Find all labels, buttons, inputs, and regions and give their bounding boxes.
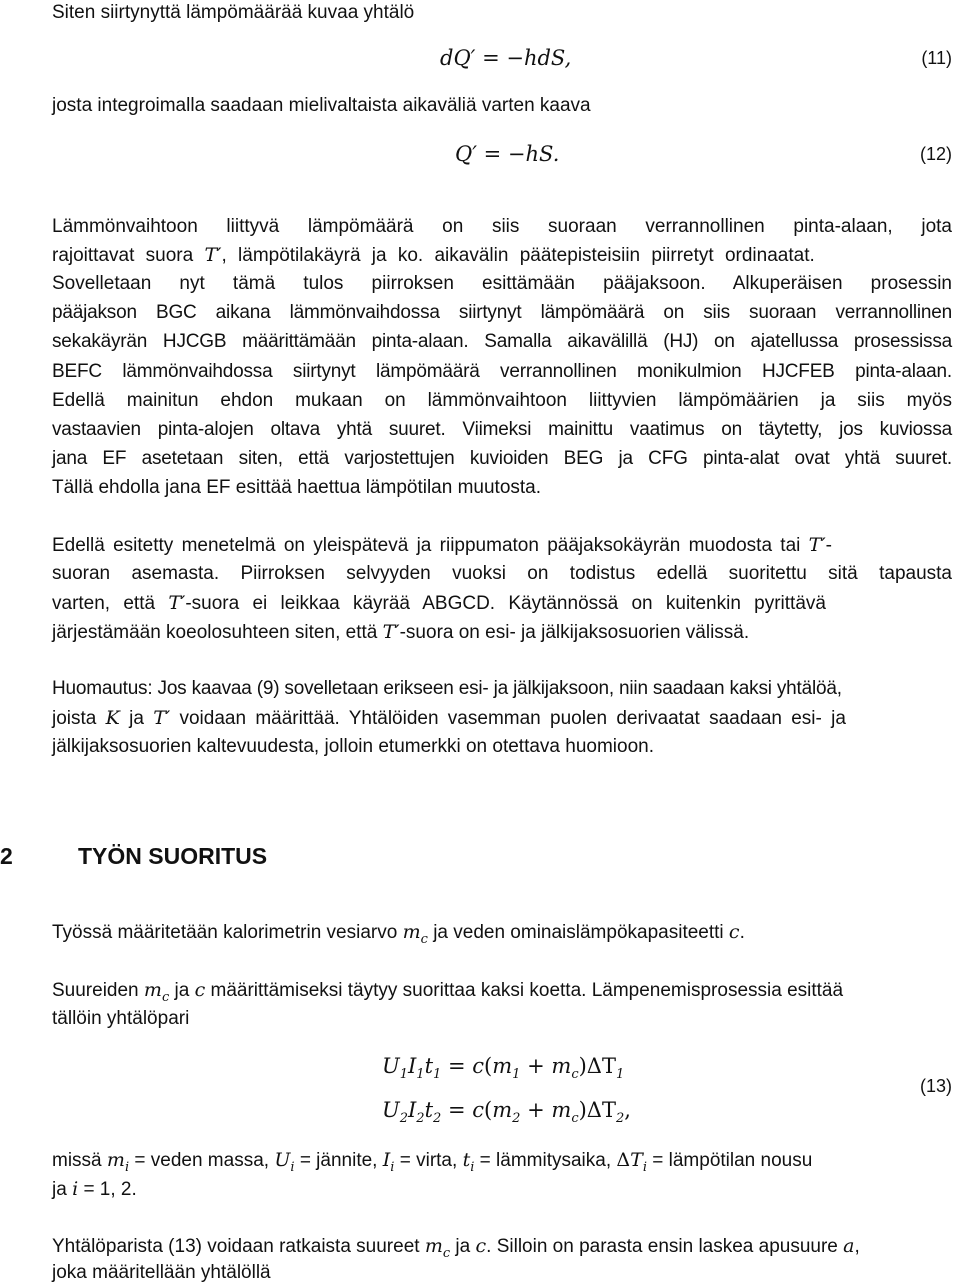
equation-12: Q′ = −hS. bbox=[455, 142, 560, 166]
symbol-ti: $t_i$ bbox=[462, 1149, 475, 1175]
symbol-t-prime: T′ bbox=[204, 244, 222, 266]
para1-line6: BEFC lämmönvaihdossa siirtynyt lämpömäärä verrannollinen monikulmion HJCFEB pinta-alaan. bbox=[52, 361, 952, 382]
note-line1: Huomautus: Jos kaavaa (9) sovelletaan erikseen esi- ja jälkijaksoon, niin saadaan kaksi yhtälöä, bbox=[52, 678, 842, 699]
symbol-t-prime: T′ bbox=[153, 707, 171, 729]
para2-line1: Edellä esitetty menetelmä on yleispätevä ja riippumaton pääjaksokäyrän muodosta tai T′- bbox=[52, 534, 832, 556]
symbol-mi: $m_i$ bbox=[106, 1149, 130, 1175]
symbol-ii: $I_i$ bbox=[382, 1149, 395, 1175]
where-line2: ja i = 1, 2. bbox=[52, 1178, 137, 1200]
symbol-mc: $m_c$ bbox=[424, 1235, 451, 1261]
symbol-mc: $m_c$ bbox=[402, 921, 428, 947]
note-line3: jälkijaksosuorien kaltevuudesta, jolloin etumerkki on otettava huomioon. bbox=[52, 736, 655, 757]
equation-13-number: (13) bbox=[919, 1076, 952, 1096]
equation-12-number: (12) bbox=[919, 144, 952, 164]
note-line2: joista K ja T′ voidaan määrittää. Yhtälöiden vasemman puolen derivaatat saadaan esi- ja bbox=[52, 707, 846, 729]
symbol-mc: $m_c$ bbox=[143, 979, 170, 1005]
symbol-k: K bbox=[105, 707, 120, 729]
symbol-c: c bbox=[194, 979, 206, 1001]
final-line2: joka määritellään yhtälöllä bbox=[52, 1262, 271, 1283]
symbol-c: c bbox=[728, 921, 740, 943]
s1-line: Työssä määritetään kalorimetrin vesiarvo $m_c$ ja veden ominaislämpökapasiteetti c. bbox=[52, 921, 745, 947]
symbol-t-prime: T′ bbox=[168, 592, 186, 614]
symbol-delta-ti: $\Delta T_i$ bbox=[616, 1149, 647, 1175]
equation-13-line2: $U_2I_2t_2 = c(m_2 + m_c)\Delta T_2$, bbox=[382, 1098, 631, 1127]
para1-line3: Sovelletaan nyt tämä tulos piirroksen esittämään pääjaksoon. Alkuperäisen prosessin bbox=[52, 273, 952, 294]
where-line1: missä $m_i$ = veden massa, $U_i$ = jännite, $I_i$ = virta, $t_i$ = lämmitysaika, $\Delta T_i$ = lämpötilan nousu bbox=[52, 1149, 813, 1175]
section-number: 2 bbox=[0, 843, 13, 869]
symbol-c: c bbox=[475, 1235, 487, 1257]
para1-line10: Tällä ehdolla jana EF esittää haettua lämpötilan muutosta. bbox=[52, 477, 542, 498]
para2-line2: suoran asemasta. Piirroksen selvyyden vuoksi on todistus edellä suoritettu sitä tapausta bbox=[52, 563, 952, 584]
section-title: TYÖN SUORITUS bbox=[78, 843, 268, 869]
para1-line9: jana EF asetetaan siten, että varjostettujen kuvioiden BEG ja CFG pinta-alat ovat yhtä suuret. bbox=[52, 448, 952, 469]
symbol-t-prime: T′ bbox=[382, 621, 400, 643]
symbol-a: a bbox=[843, 1235, 855, 1257]
para2-line3: varten, että T′-suora ei leikkaa käyrää ABGCD. Käytännössä on kuitenkin pyrittävä bbox=[52, 592, 826, 614]
integrate-line: josta integroimalla saadaan mielivaltaista aikaväliä varten kaava bbox=[52, 95, 591, 116]
para1-line1: Lämmönvaihtoon liittyvä lämpömäärä on siis suoraan verrannollinen pinta-alaan, jota bbox=[52, 216, 952, 237]
symbol-ui: $U_i$ bbox=[274, 1149, 295, 1175]
equation-11-number: (11) bbox=[921, 48, 952, 68]
para1-line7: Edellä mainitun ehdon mukaan on lämmönvaihtoon liittyvien lämpömäärien ja siis myös bbox=[52, 390, 952, 411]
symbol-i: i bbox=[72, 1178, 79, 1200]
para1-line2: rajoittavat suora T′, lämpötilakäyrä ja ko. aikavälin päätepisteisiin piirretyt ordinaatat. bbox=[52, 244, 815, 266]
equation-13-line1: $U_1I_1t_1 = c(m_1 + m_c)\Delta T_1$ bbox=[382, 1054, 625, 1083]
para1-line4: pääjakson BGC aikana lämmönvaihdossa siirtynyt lämpömäärä on siis suoraan verrannollinen bbox=[52, 302, 952, 323]
intro-line: Siten siirtynyttä lämpömäärää kuvaa yhtälö bbox=[52, 2, 415, 23]
para2-line4: järjestämään koeolosuhteen siten, että T′-suora on esi- ja jälkijaksosuorien välissä. bbox=[52, 621, 750, 643]
symbol-t-prime: T′ bbox=[808, 534, 826, 556]
equation-11: dQ′ = −hdS, bbox=[440, 46, 572, 70]
section-heading bbox=[0, 843, 267, 870]
para1-line5: sekakäyrän HJCGB määrittämään pinta-alaan. Samalla aikavälillä (HJ) on ajatellussa prosessissa bbox=[52, 331, 952, 352]
final-line1: Yhtälöparista (13) voidaan ratkaista suureet $m_c$ ja c. Silloin on parasta ensin laskea apusuure a, bbox=[52, 1235, 860, 1261]
s2-line2: tällöin yhtälöpari bbox=[52, 1008, 190, 1029]
s2-line1: Suureiden $m_c$ ja c määrittämiseksi täytyy suorittaa kaksi koetta. Lämpenemisprosessia esittää bbox=[52, 979, 844, 1005]
para1-line8: vastaavien pinta-alojen oltava yhtä suuret. Viimeksi mainittu vaatimus on täytetty, jos kuviossa bbox=[52, 419, 952, 440]
